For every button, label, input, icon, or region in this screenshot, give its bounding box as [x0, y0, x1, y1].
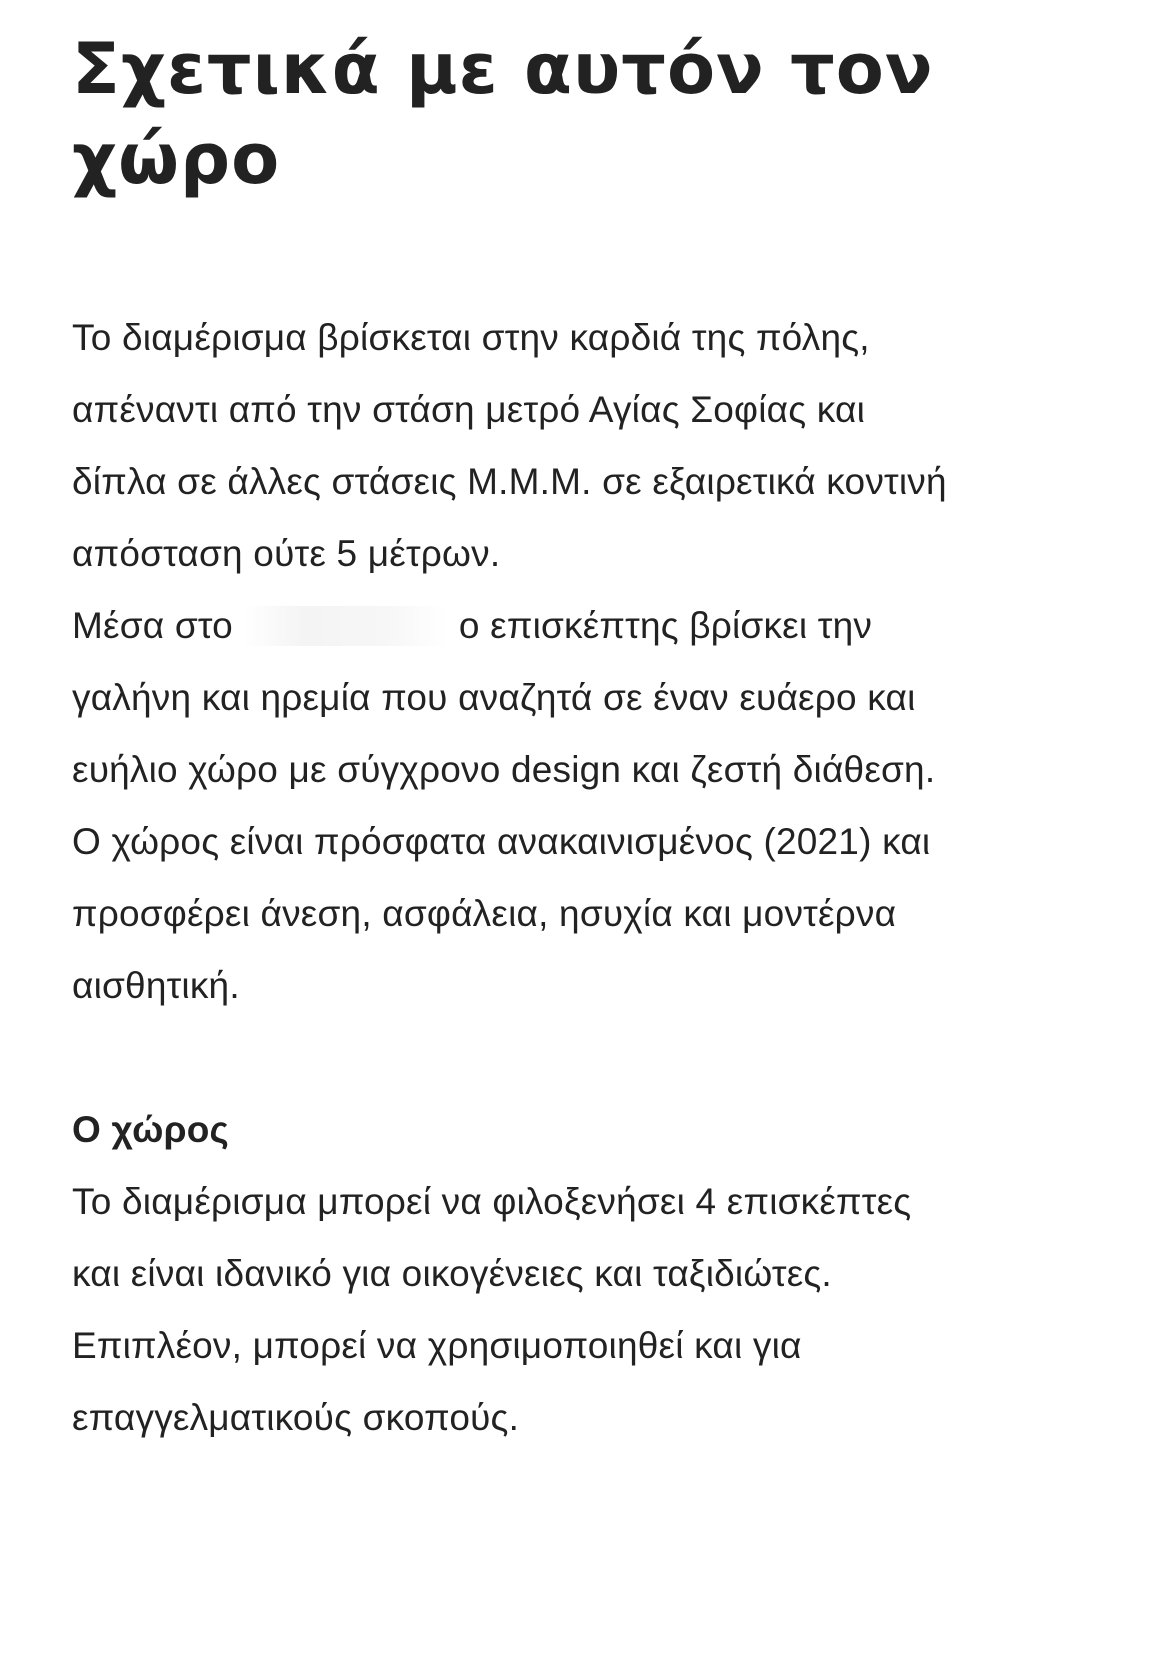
page-title — [72, 0, 1112, 204]
page-title-line-1: Σχετικά με αυτόν τον — [72, 28, 934, 110]
description-line: γαλήνη και ηρεμία που αναζητά σε έναν ευάερο και — [72, 677, 916, 718]
description-line: προσφέρει άνεση, ασφάλεια, ησυχία και μοντέρνα — [72, 893, 897, 934]
space-section-heading: Ο χώρος — [72, 1109, 229, 1150]
inside-suffix: ο επισκέπτης βρίσκει την — [458, 605, 873, 646]
description-line: δίπλα σε άλλες στάσεις Μ.Μ.Μ. σε εξαιρετικά κοντινή — [72, 461, 947, 502]
space-section — [72, 1094, 1112, 1454]
redacted-name-blur — [243, 606, 448, 646]
inside-prefix: Μέσα στο — [72, 605, 233, 646]
listing-description-page — [72, 0, 1112, 1454]
description-line-with-redaction — [72, 590, 1112, 662]
description-line: απόσταση ούτε 5 μέτρων. — [72, 533, 501, 574]
space-line: και είναι ιδανικό για οικογένειες και ταξιδιώτες. — [72, 1253, 832, 1294]
space-line: Επιπλέον, μπορεί να χρησιμοποιηθεί και για — [72, 1325, 802, 1366]
description-intro — [72, 302, 1112, 1022]
description-line: απέναντι από την στάση μετρό Αγίας Σοφίας και — [72, 389, 866, 430]
description-line: Το διαμέρισμα βρίσκεται στην καρδιά της πόλης, — [72, 317, 870, 358]
description-line: ευήλιο χώρο με σύγχρονο design και ζεστή διάθεση. — [72, 749, 936, 790]
space-line: Το διαμέρισμα μπορεί να φιλοξενήσει 4 επισκέπτες — [72, 1181, 912, 1222]
description-line: Ο χώρος είναι πρόσφατα ανακαινισμένος (2021) και — [72, 821, 931, 862]
description-line: αισθητική. — [72, 965, 240, 1006]
page-title-line-2: χώρο — [72, 118, 281, 200]
space-line: επαγγελματικούς σκοπούς. — [72, 1397, 520, 1438]
